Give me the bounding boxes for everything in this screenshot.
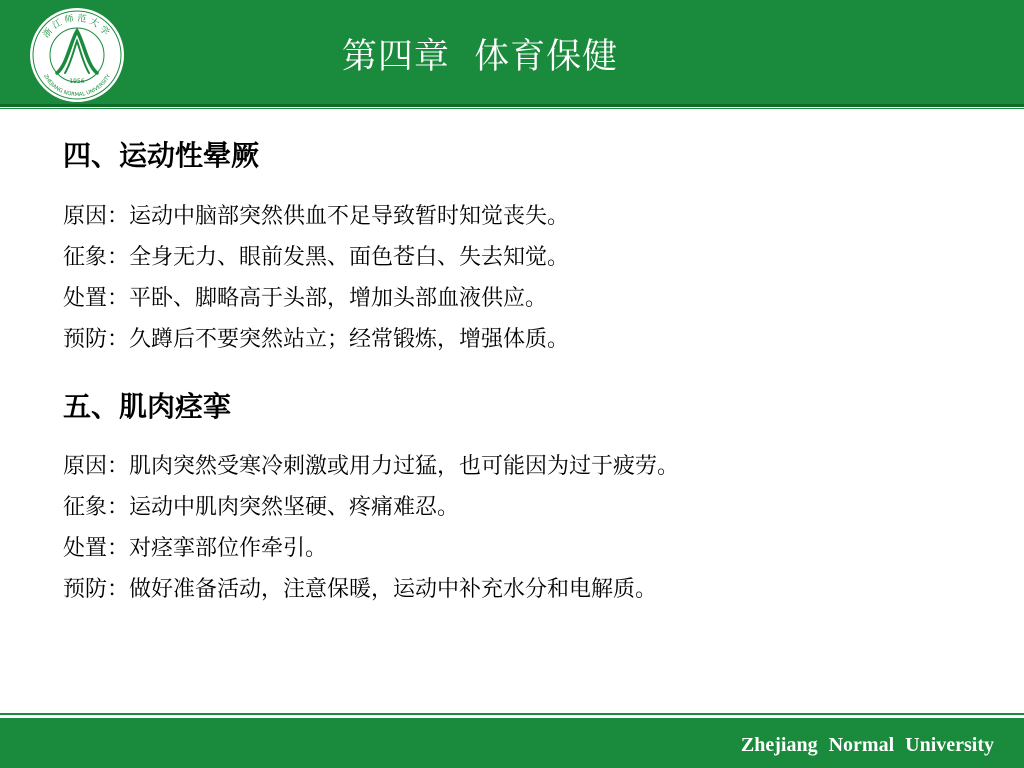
header-divider (0, 104, 1024, 107)
footer-divider (0, 713, 1024, 715)
cramp-prevention: 预防：做好准备活动，注意保暖，运动中补充水分和电解质。 (63, 577, 658, 602)
fainting-cause: 原因：运动中脑部突然供血不足导致暂时知觉丧失。 (63, 204, 570, 229)
footer-university-name: Zhejiang Normal University (740, 734, 994, 756)
cramp-cause: 原因：肌肉突然受寒冷刺激或用力过猛，也可能因为过于疲劳。 (63, 454, 680, 479)
cramp-symptoms: 征象：运动中肌肉突然坚硬、疼痛难忍。 (63, 495, 460, 520)
header-divider-thin (0, 108, 1024, 109)
seal-bottom-text: ZHEJIANG NORMAL UNIVERSITY (42, 73, 112, 99)
fainting-treatment: 处置：平卧、脚略高于头部，增加头部血液供应。 (63, 286, 548, 311)
fainting-prevention: 预防：久蹲后不要突然站立；经常锻炼，增强体质。 (63, 327, 570, 352)
cramp-treatment: 处置：对痉挛部位作牵引。 (63, 536, 328, 561)
seal-year: 1956 (69, 78, 85, 85)
section-heading-cramp: 五、肌肉痉挛 (63, 390, 232, 423)
seal-top-text: 浙江师范大学 (41, 13, 113, 41)
fainting-symptoms: 征象：全身无力、眼前发黑、面色苍白、失去知觉。 (63, 245, 570, 270)
chapter-title: 第四章 体育保健 (341, 37, 619, 77)
section-heading-fainting: 四、运动性晕厥 (63, 139, 260, 172)
university-seal-logo (27, 5, 127, 105)
